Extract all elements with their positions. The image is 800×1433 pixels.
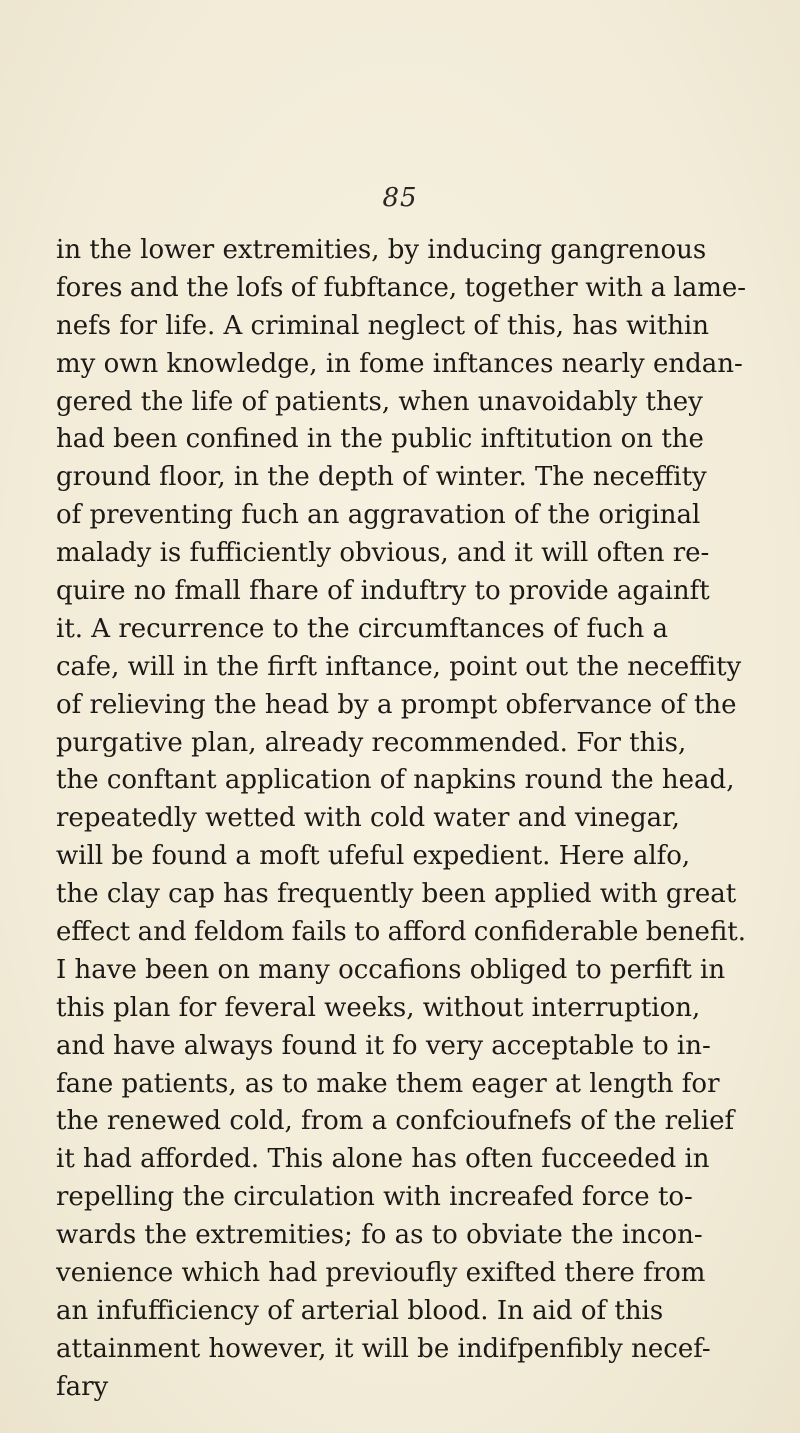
page-number: 85: [382, 183, 418, 213]
text-line: the clay cap has frequently been applied with great: [56, 879, 737, 910]
text-line: it. A recurrence to the circumftances of fuch a: [56, 613, 668, 644]
text-line: purgative plan, already recommended. For this,: [56, 727, 687, 758]
text-line: I have been on many occafions obliged to perfift in: [56, 954, 726, 985]
text-line: the conftant application of napkins round the head,: [56, 765, 735, 796]
text-line: ground floor, in the depth of winter. The neceffity: [56, 462, 707, 493]
text-line: an infufficiency of arterial blood. In aid of this: [56, 1295, 664, 1326]
text-line: this plan for feveral weeks, without interruption,: [56, 992, 701, 1023]
text-line: cafe, will in the firft inftance, point out the neceffity: [56, 651, 742, 682]
text-line: fary: [56, 1371, 109, 1402]
text-line: in the lower extremities, by inducing gangrenous: [56, 235, 707, 265]
text-line: had been confined in the public inftitution on the: [56, 424, 704, 455]
text-line: of preventing fuch an aggravation of the original: [56, 500, 701, 531]
text-line: and have always found it fo very acceptable to in-: [56, 1030, 711, 1061]
text-line: attainment however, it will be indifpenfibly necef-: [56, 1333, 711, 1364]
text-line: it had afforded. This alone has often fucceeded in: [56, 1144, 710, 1175]
text-line: quire no fmall fhare of induftry to provide againft: [56, 576, 710, 607]
text-line: the renewed cold, from a confcioufnefs of the relief: [56, 1106, 735, 1137]
text-line: repeatedly wetted with cold water and vinegar,: [56, 803, 680, 834]
text-line: my own knowledge, in fome inftances nearly endan-: [56, 348, 743, 379]
body-text: [56, 232, 746, 1407]
text-line: gered the life of patients, when unavoidably they: [56, 386, 703, 417]
text-line: venience which had previoufly exifted there from: [56, 1258, 706, 1289]
text-line: effect and feldom fails to afford confiderable benefit.: [56, 917, 746, 948]
text-line: fane patients, as to make them eager at length for: [56, 1068, 720, 1099]
text-line: malady is fufficiently obvious, and it will often re-: [56, 538, 710, 569]
text-line: wards the extremities; fo as to obviate the incon-: [56, 1220, 703, 1251]
text-line: repelling the circulation with increafed force to-: [56, 1182, 693, 1213]
text-line: fores and the lofs of fubftance, together with a lame-: [56, 272, 746, 303]
text-line: of relieving the head by a prompt obfervance of the: [56, 689, 737, 720]
text-line: will be found a moft ufeful expedient. Here alfo,: [56, 841, 691, 872]
text-line: nefs for life. A criminal neglect of this, has within: [56, 310, 709, 341]
